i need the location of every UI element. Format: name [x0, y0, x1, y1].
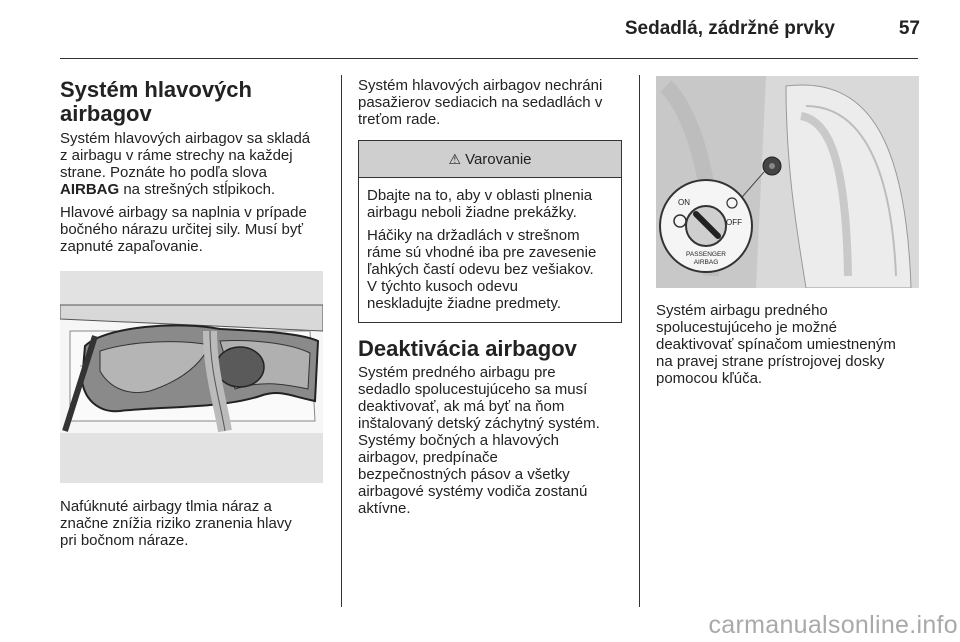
text-line: V týchto kusoch odevu: [367, 278, 518, 295]
section-heading-deactivation: Deaktivácia airbagov: [358, 336, 577, 361]
inflated-airbag-illustration: [60, 271, 323, 483]
heading-line: airbagov: [60, 101, 152, 126]
text-line: aktívne.: [358, 500, 411, 517]
switch-label-airbag: AIRBAG: [693, 259, 719, 266]
warning-title: Varovanie: [465, 150, 532, 168]
header-title: Sedadlá, zádržné prvky: [624, 18, 835, 39]
switch-label-off: OFF: [726, 218, 742, 227]
watermark: carmanualsonline.info: [708, 611, 958, 639]
text-line: inštalovaný detský záchytný systém.: [358, 415, 600, 432]
warning-paragraph: [367, 227, 613, 312]
illustration-caption: [60, 498, 326, 549]
warning-body: [359, 178, 621, 322]
text-line: ľahkých častí odevu bez vešiakov.: [367, 261, 594, 278]
text-line: Systém hlavových airbagov sa skladá: [60, 130, 311, 147]
text-line: airbagov, predpínače: [358, 449, 498, 466]
section-heading-head-airbags: [60, 78, 326, 126]
text-line: bezpečnostných pásov a všetky: [358, 466, 570, 483]
airbag-key-switch-photo: [656, 76, 919, 288]
text-line: airbagu neboli žiadne prekážky.: [367, 204, 577, 221]
key-switch-svg: [656, 76, 919, 288]
column-3: [656, 70, 921, 387]
text-line: Systém predného airbagu pre: [358, 364, 556, 381]
text-line: na pravej strane prístrojovej dosky: [656, 353, 885, 370]
heading-line: Systém hlavových: [60, 77, 252, 102]
text-line: neskladujte žiadne predmety.: [367, 295, 562, 312]
switch-label-passenger: PASSENGER: [686, 251, 726, 258]
text-line: deaktivovať spínačom umiestneným: [656, 336, 896, 353]
text-line: bočného nárazu určitej sily. Musí byť: [60, 221, 303, 238]
text-line: Systémy bočných a hlavových: [358, 432, 559, 449]
switch-label-on: ON: [678, 198, 690, 207]
warning-box: [358, 140, 622, 323]
text-line: Dbajte na to, aby v oblasti plnenia: [367, 187, 593, 204]
paragraph-third-row: [358, 77, 624, 128]
airbag-label-bold: AIRBAG: [60, 181, 120, 198]
paragraph-deactivation: [358, 364, 624, 517]
text-line: zapnuté zapaľovanie.: [60, 238, 203, 255]
text-line: Nafúknuté airbagy tlmia náraz a: [60, 498, 272, 515]
paragraph-inflation: [60, 204, 326, 255]
column-divider-2: [639, 75, 640, 607]
airbag-illustration-svg: [60, 271, 323, 483]
text-line: strane. Poznáte ho podľa slova: [60, 164, 268, 181]
page-number: 57: [898, 18, 920, 39]
text-line: značne znížia riziko zranenia hlavy: [60, 515, 292, 532]
paragraph-head-airbag-system: [60, 130, 326, 198]
text-line: ráme sú vhodné iba pre zavesenie: [367, 244, 597, 261]
text-line: Háčiky na držadlách v strešnom: [367, 227, 580, 244]
text-line: Systém airbagu predného: [656, 302, 828, 319]
text-line: z airbagu v ráme strechy na každej: [60, 147, 293, 164]
text-line: na strešných stĺpikoch.: [119, 181, 276, 198]
warning-triangle-icon: ⚠: [448, 150, 462, 167]
text-line: spolucestujúceho je možné: [656, 319, 837, 336]
text-line: Systém hlavových airbagov nechráni: [358, 77, 603, 94]
column-divider-1: [341, 75, 342, 607]
text-line: sedadlo spolucestujúceho sa musí: [358, 381, 588, 398]
text-line: airbagové systémy vodiča zostanú: [358, 483, 588, 500]
text-line: deaktivovať, ak má byť na ňom: [358, 398, 565, 415]
text-line: pasažierov sediacich na sedadlách v: [358, 94, 603, 111]
text-line: treťom rade.: [358, 111, 441, 128]
warning-paragraph: [367, 187, 613, 221]
column-1: [60, 70, 326, 549]
column-2: [358, 70, 624, 517]
text-line: Hlavové airbagy sa naplnia v prípade: [60, 204, 307, 221]
key-switch-caption: [656, 302, 921, 387]
text-line: pomocou kľúča.: [656, 370, 763, 387]
text-line: pri bočnom náraze.: [60, 532, 189, 549]
warning-header: [359, 141, 621, 178]
header-rule: [60, 58, 918, 59]
